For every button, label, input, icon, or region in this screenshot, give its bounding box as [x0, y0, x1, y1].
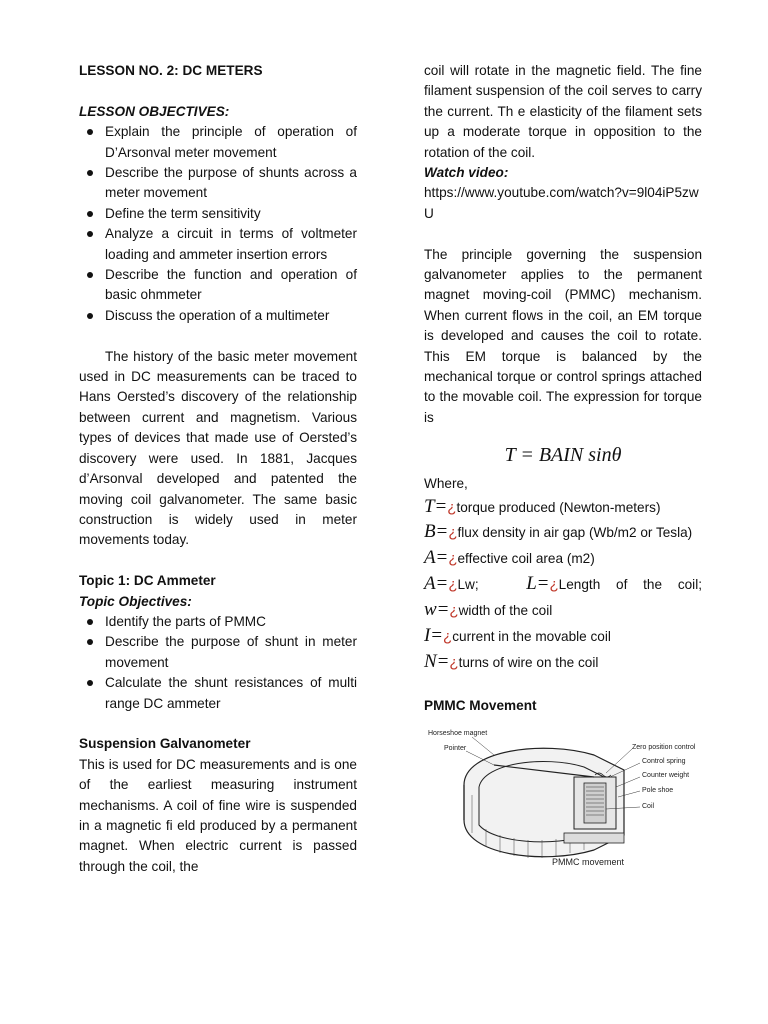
where-label: Where,: [424, 476, 468, 492]
list-item: Identify the parts of PMMC: [79, 612, 357, 632]
list-item: Define the term sensitivity: [79, 204, 357, 224]
label-zero: Zero position control: [632, 743, 696, 751]
variable-row: I = ¿ current in the movable coil: [424, 624, 611, 646]
torque-equation: T = BAIN sinθ: [504, 444, 622, 467]
left-column: [79, 61, 357, 877]
principle-paragraph: The principle governing the suspension galvanometer applies to the permanent magnet moving-coil (PMMC) mechanism. When current flows in the coil, an EM torque is developed and causes the coil to rotate. This EM torque is balanced by the mechanical torque or control springs attached to the movable coil. The expression for torque is: [424, 246, 702, 425]
variable-row: A = ¿ effective coil area (m2): [424, 546, 595, 568]
pmmc-figure: [424, 725, 702, 875]
pmmc-heading: PMMC Movement: [424, 698, 537, 714]
label-coil: Coil: [642, 802, 655, 810]
pmmc-diagram: [424, 725, 702, 875]
history-paragraph: The history of the basic meter movement used in DC measurements can be traced to Hans Oersted’s discovery of the relationship between current and magnetism. Various types of devices that made use of Oersted’s discovery were used. In 1881, Jacques d’Arsonval developed and patented the moving coil galvanometer. The same basic construction is widely used in meter movements today.: [79, 348, 357, 548]
topic-objectives-list: [79, 612, 357, 714]
objectives-list: [79, 122, 357, 326]
variable-row: N = ¿ turns of wire on the coil: [424, 650, 599, 672]
topic-heading: Topic 1: DC Ammeter: [79, 573, 216, 589]
variable-row: T = ¿ torque produced (Newton-meters): [424, 495, 661, 517]
list-item: Analyze a circuit in terms of voltmeter loading and ammeter insertion errors: [79, 224, 357, 265]
figure-caption: PMMC movement: [552, 856, 625, 867]
variable-row: B=¿flux density in air gap (Wb/m2 or Tesla): [424, 520, 693, 542]
video-link[interactable]: https://www.youtube.com/watch?v=9l04iP5zwU: [424, 185, 699, 221]
list-item: Explain the principle of operation of D’Arsonval meter movement: [79, 122, 357, 163]
suspension-heading: Suspension Galvanometer: [79, 736, 251, 752]
watch-video-label: Watch video:: [424, 165, 509, 181]
objectives-heading: LESSON OBJECTIVES:: [79, 103, 230, 119]
list-item: Describe the purpose of shunts across a meter movement: [79, 163, 357, 204]
right-column: [424, 61, 702, 875]
list-item: Describe the purpose of shunt in meter movement: [79, 632, 357, 673]
continuation-paragraph: coil will rotate in the magnetic field. The fine filament suspension of the coil serves to carry the current. Th e elasticity of the filament sets up a moderate torque in opposition to the rotation of the coil.: [424, 63, 702, 160]
variable-row: w = ¿ width of the coil: [424, 598, 553, 620]
area-row: A=¿Lw; L=¿Length of the coil;: [424, 572, 702, 594]
list-item: Calculate the shunt resistances of multi range DC ammeter: [79, 673, 357, 714]
suspension-paragraph: This is used for DC measurements and is one of the earliest measuring instrument mechanisms. A coil of fine wire is suspended in a magnetic fi eld produced by a permanent magnet. When electric current is passed through the coil, the: [79, 756, 357, 874]
list-item: Describe the function and operation of basic ohmmeter: [79, 265, 357, 306]
lesson-title: LESSON NO. 2: DC METERS: [79, 63, 263, 78]
label-control-spring: Control spring: [642, 757, 686, 765]
label-pole-shoe: Pole shoe: [642, 786, 674, 794]
topic-objectives-heading: Topic Objectives:: [79, 593, 192, 609]
label-pointer: Pointer: [444, 744, 467, 752]
label-counter-weight: Counter weight: [642, 771, 690, 779]
label-horseshoe: Horseshoe magnet: [428, 729, 488, 737]
list-item: Discuss the operation of a multimeter: [79, 306, 357, 326]
